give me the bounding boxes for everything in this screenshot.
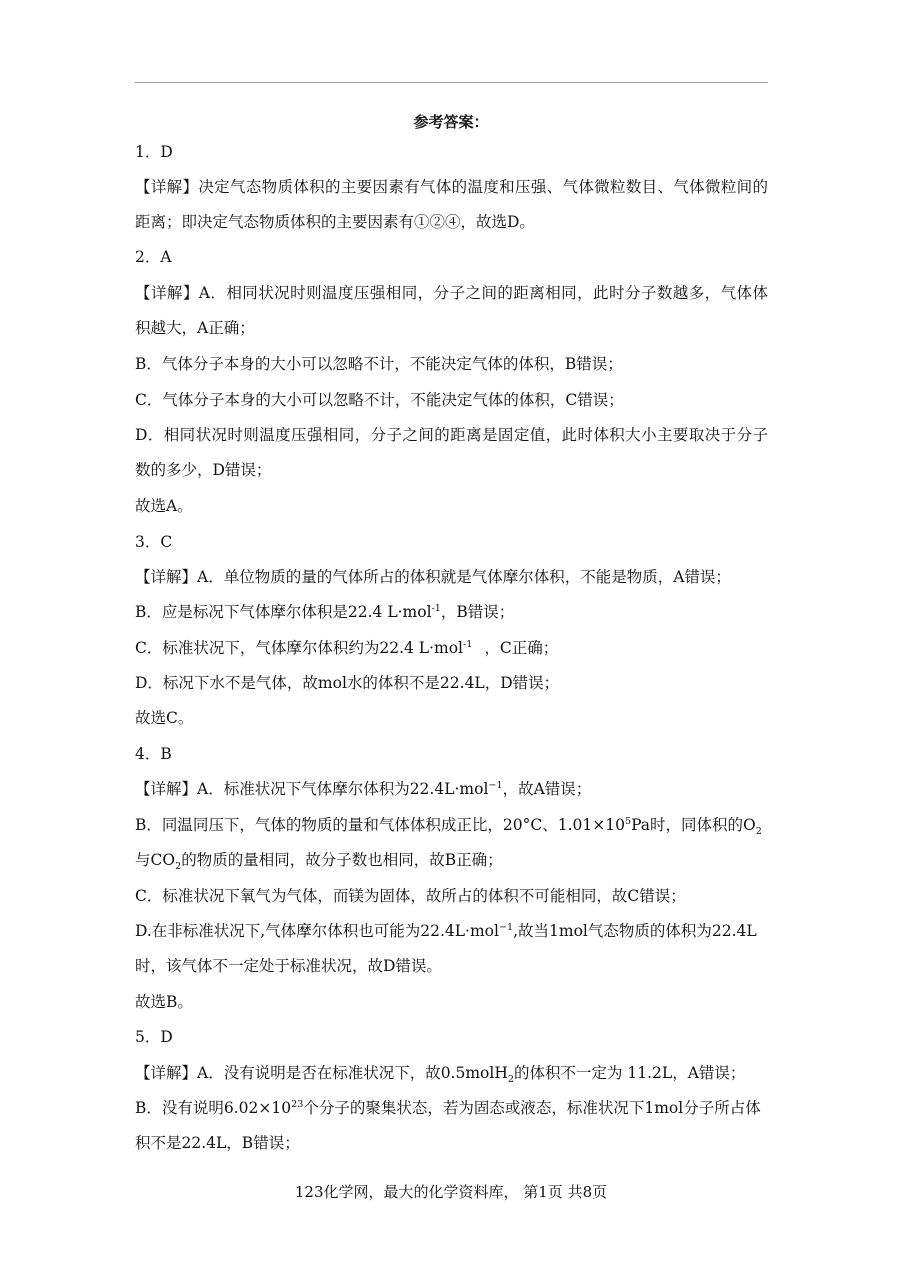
answer-number: 4．B: [135, 745, 172, 763]
subscript: 2: [175, 861, 182, 873]
superscript: −1: [488, 779, 503, 791]
line-text: 的体积不一定为 11.2L，A错误；: [513, 1064, 746, 1082]
explanation-line: 数的多少，D错误；: [135, 461, 272, 479]
line-text: Pa时，同体积的O: [631, 816, 756, 834]
explanation-line: [135, 1096, 768, 1120]
line-text: D.在非标准状况下,气体摩尔体积也可能为22.4L·mol: [135, 922, 499, 940]
explanation-line: D．相同状况时则温度压强相同，分子之间的距离是固定值，此时体积大小主要取决于分子: [135, 426, 768, 444]
explanation-line: B．气体分子本身的大小可以忽略不计，不能决定气体的体积，B错误；: [135, 355, 623, 373]
explanation-line: [135, 600, 768, 624]
explanation-line: C．气体分子本身的大小可以忽略不计，不能决定气体的体积，C错误；: [135, 391, 624, 409]
subscript: 2: [755, 826, 762, 838]
header-rule: [135, 82, 768, 83]
line-text: B．没有说明6.02×10: [135, 1099, 292, 1117]
line-text: ，故A错误；: [502, 780, 592, 798]
explanation-line: [135, 919, 768, 943]
explanation-line: 积不是22.4L，B错误；: [135, 1134, 300, 1152]
explanation-line: D．标况下水不是气体，故mol水的体积不是22.4L，D错误；: [135, 674, 560, 692]
explanation-line: 【详解】A．单位物质的量的气体所占的体积就是气体摩尔体积，不能是物质，A错误；: [135, 568, 731, 586]
answer-number: 5．D: [135, 1028, 173, 1046]
line-text: B．应是标况下气体摩尔体积是22.4 L·mol: [135, 603, 432, 621]
explanation-line: 积越大，A正确；: [135, 319, 255, 337]
line-text: ，B错误；: [440, 603, 515, 621]
page-footer: 123化学网，最大的化学资料库， 第1页 共8页: [294, 1183, 608, 1201]
conclusion-line: 故选A。: [135, 497, 193, 515]
explanation-line: 距离；即决定气态物质体积的主要因素有①②④，故选D。: [135, 213, 535, 231]
superscript: 5: [624, 815, 632, 827]
line-text: C．标准状况下，气体摩尔体积约为22.4 L·mol: [135, 639, 464, 657]
line-text: 【详解】A．没有说明是否在标准状况下，故0.5molH: [135, 1064, 508, 1082]
answer-number: 2．A: [135, 248, 172, 266]
line-text: 与CO: [135, 851, 176, 869]
superscript: 23: [291, 1098, 304, 1110]
explanation-line: [135, 813, 768, 837]
superscript: -1: [463, 638, 473, 650]
explanation-line: [135, 777, 768, 801]
conclusion-line: 故选B。: [135, 993, 193, 1011]
superscript: −1: [498, 921, 514, 933]
line-text: B．同温同压下，气体的物质的量和气体体积成正比，20°C、1.01×10: [135, 816, 625, 834]
answer-number: 3．C: [135, 533, 173, 551]
explanation-line: 时，该气体不一定处于标准状况，故D错误。: [135, 957, 442, 975]
explanation-line: [135, 636, 768, 660]
line-text: 个分子的聚集状态，若为固态或液态，标准状况下1mol分子所占体: [303, 1099, 761, 1117]
subscript: 2: [507, 1074, 514, 1086]
conclusion-line: 故选C。: [135, 709, 194, 727]
line-text: 的物质的量相同，故分子数也相同，故B正确；: [181, 851, 503, 869]
superscript: -1: [431, 602, 441, 614]
line-text: ,故当1mol气态物质的体积为22.4L: [513, 922, 757, 940]
explanation-line: C．标准状况下氧气为气体，而镁为固体，故所占的体积不可能相同，故C错误；: [135, 887, 686, 905]
explanation-line: [135, 848, 768, 872]
answer-number: 1．D: [135, 143, 173, 161]
page-title: 参考答案：: [413, 113, 489, 131]
explanation-line: 【详解】A．相同状况时则温度压强相同，分子之间的距离相同，此时分子数越多，气体体: [135, 284, 768, 302]
line-text: 【详解】A．标准状况下气体摩尔体积为22.4L·mol: [135, 780, 489, 798]
explanation-line: [135, 1061, 768, 1085]
line-text: ，C正确；: [484, 639, 559, 657]
explanation-line: 【详解】决定气态物质体积的主要因素有气体的温度和压强、气体微粒数目、气体微粒间的: [135, 178, 768, 196]
